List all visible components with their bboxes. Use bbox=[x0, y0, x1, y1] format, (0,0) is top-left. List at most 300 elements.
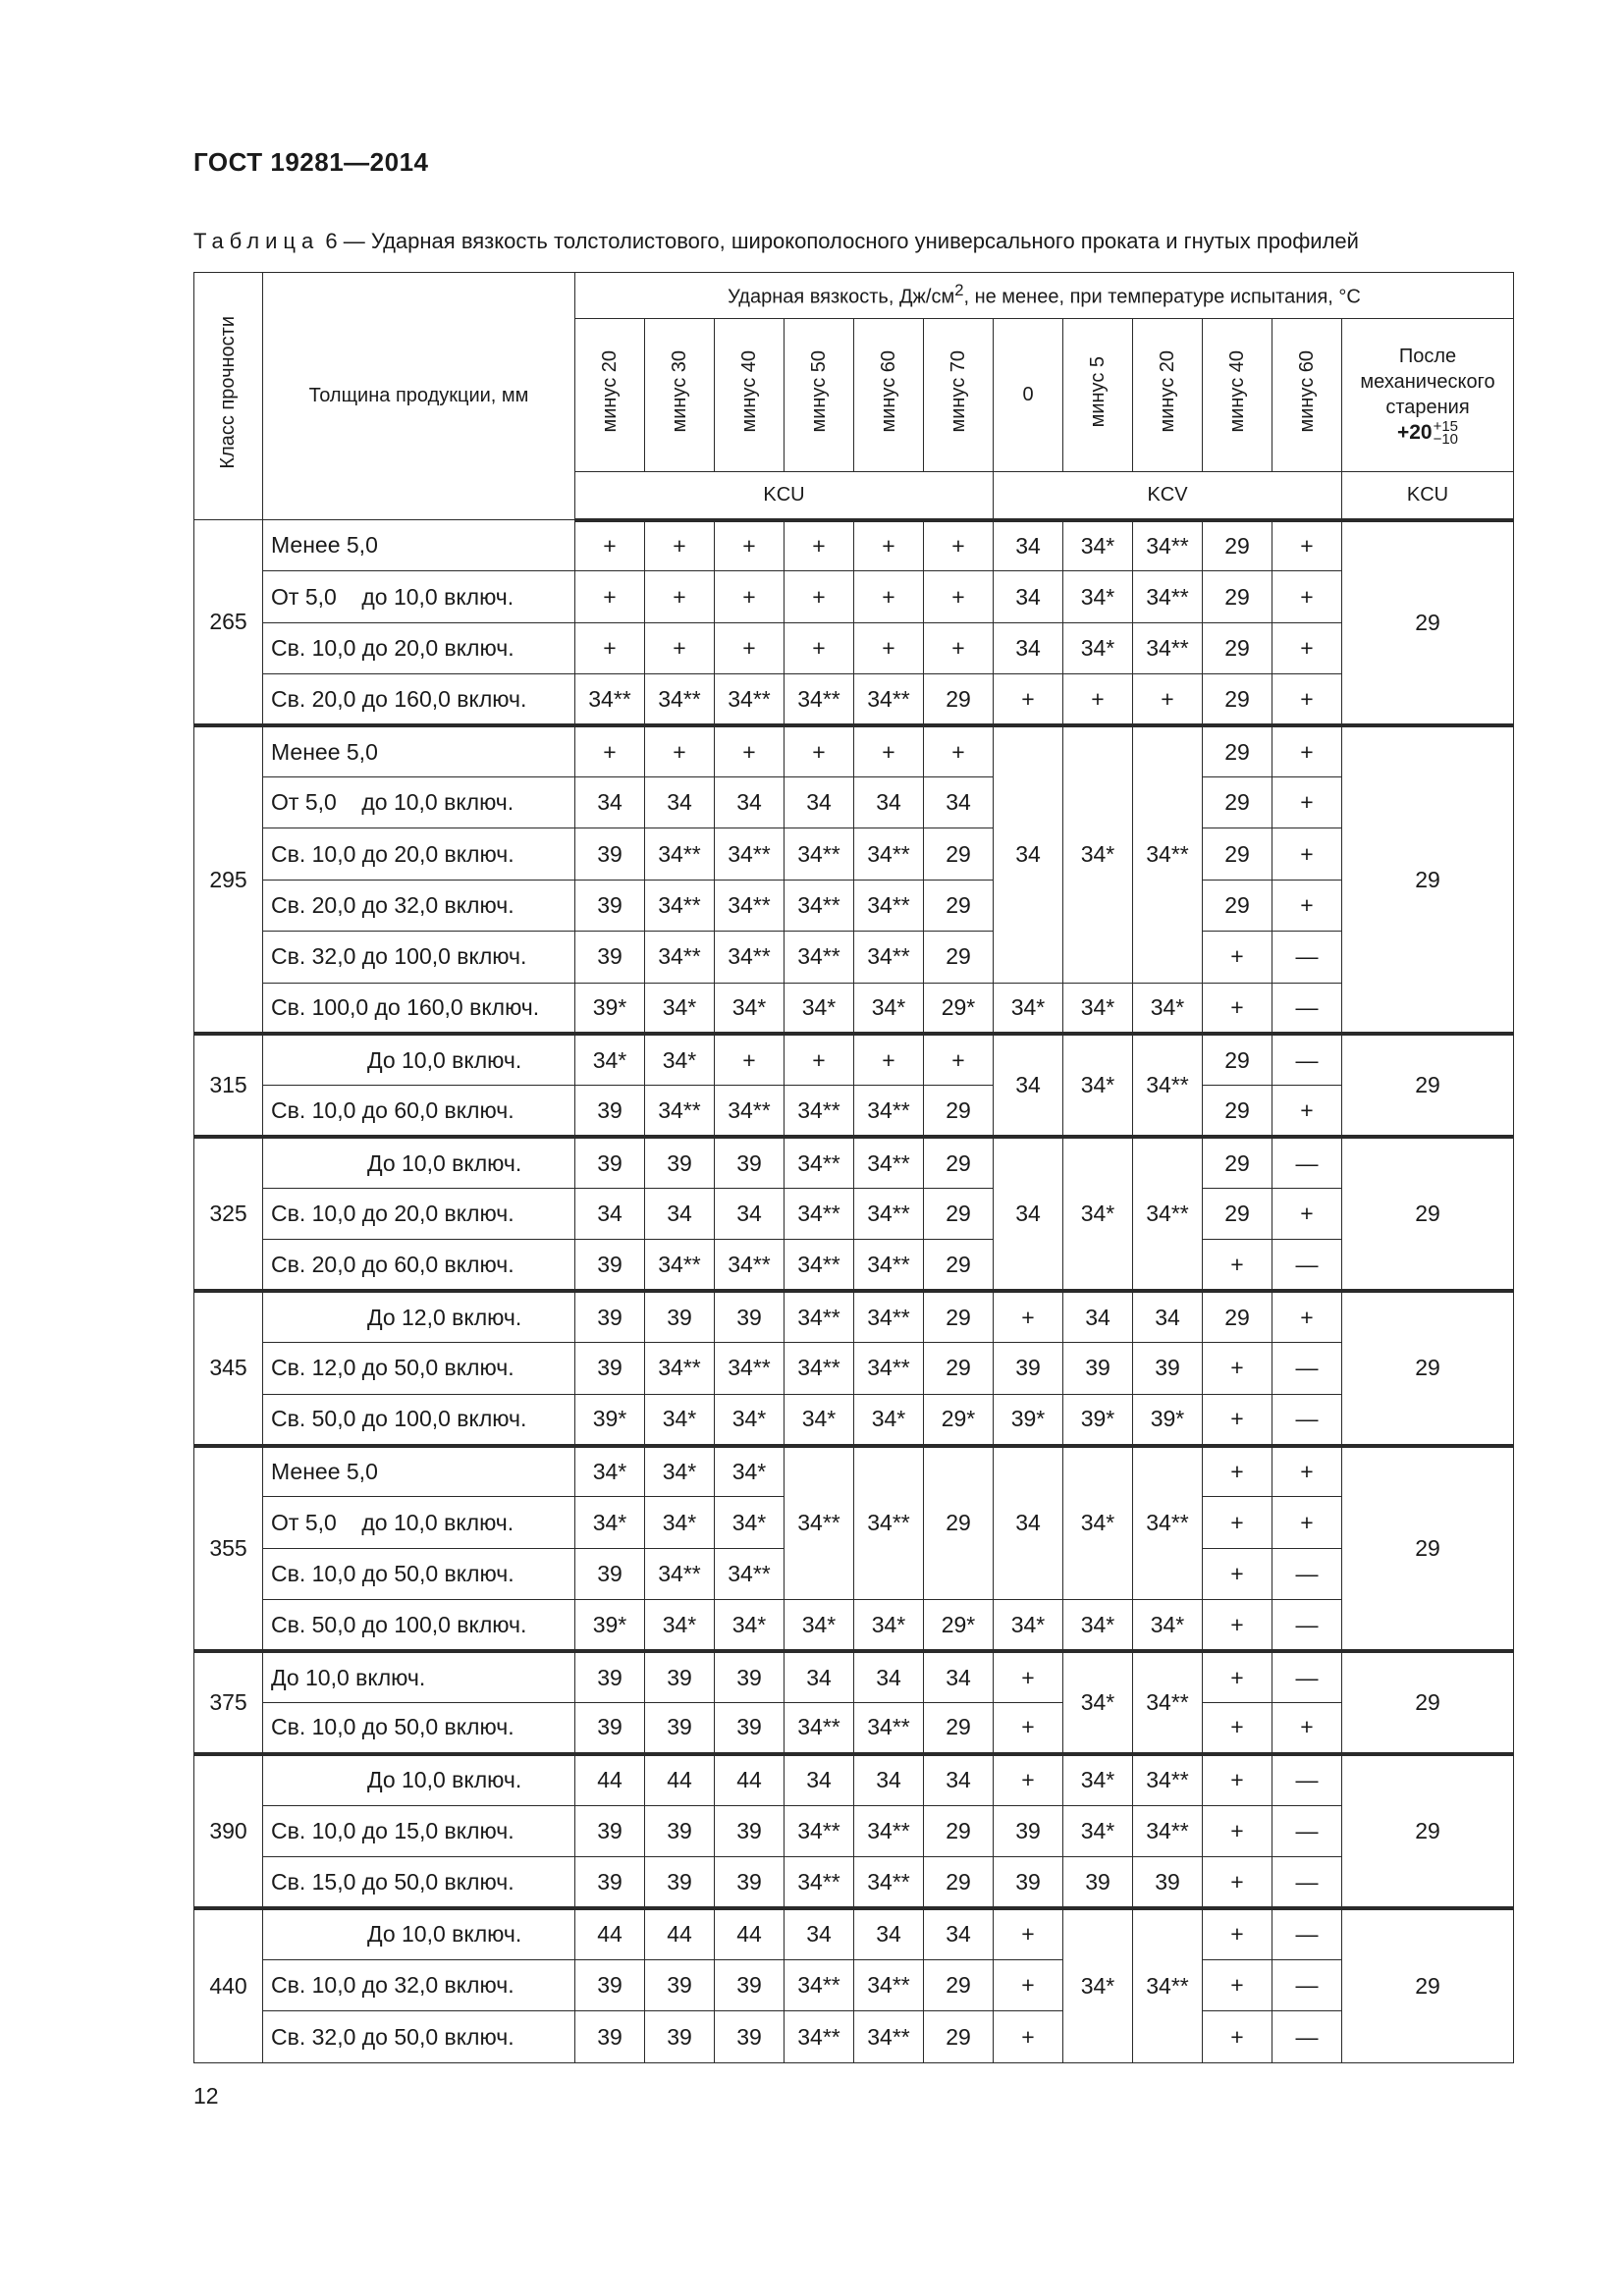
value-cell: 34* bbox=[1063, 520, 1133, 571]
value-cell: 34** bbox=[854, 1189, 924, 1240]
value-cell: 34* bbox=[715, 1600, 785, 1651]
thickness-cell: Св. 10,0 до 32,0 включ. bbox=[263, 1959, 575, 2010]
temp-label: минус 40 bbox=[1225, 350, 1248, 433]
table-row bbox=[194, 725, 1514, 776]
table-row bbox=[194, 1908, 1514, 1959]
value-cell: 39* bbox=[575, 1394, 645, 1445]
value-cell: 34* bbox=[645, 1497, 715, 1548]
aging-temp-base: +20 bbox=[1396, 421, 1433, 445]
value-cell: 34* bbox=[575, 1446, 645, 1497]
value-cell: 39 bbox=[575, 1959, 645, 2010]
table-caption bbox=[193, 229, 1359, 254]
value-cell: 34** bbox=[854, 1086, 924, 1137]
table-row bbox=[194, 1754, 1514, 1805]
value-cell: 34 bbox=[924, 1651, 994, 1702]
value-cell: 34** bbox=[785, 1137, 854, 1188]
thickness-cell: Св. 10,0 до 50,0 включ. bbox=[263, 1548, 575, 1599]
value-cell: 29 bbox=[1203, 520, 1272, 571]
value-cell: + bbox=[1203, 1394, 1272, 1445]
value-cell: 39 bbox=[645, 1857, 715, 1908]
impact-header-sup: 2 bbox=[954, 281, 964, 300]
merged-kcv-cell: 34* bbox=[1063, 1651, 1133, 1754]
value-cell: 29 bbox=[1203, 1291, 1272, 1342]
value-cell: + bbox=[994, 1754, 1063, 1805]
value-cell: 34* bbox=[645, 1034, 715, 1085]
aging-value-cell: 29 bbox=[1342, 1754, 1514, 1908]
value-cell: 34** bbox=[645, 1240, 715, 1291]
value-cell: 34** bbox=[854, 1857, 924, 1908]
class-cell: 390 bbox=[194, 1754, 263, 1908]
value-cell: 39 bbox=[715, 1959, 785, 2010]
value-cell: 39* bbox=[575, 1600, 645, 1651]
thickness-cell: До 10,0 включ. bbox=[263, 1651, 575, 1702]
table-row bbox=[194, 828, 1514, 880]
value-cell: 29 bbox=[924, 1240, 994, 1291]
thickness-cell: Св. 15,0 до 50,0 включ. bbox=[263, 1857, 575, 1908]
value-cell: 34** bbox=[854, 828, 924, 880]
class-header bbox=[194, 273, 263, 520]
value-cell: — bbox=[1272, 1394, 1342, 1445]
value-cell: + bbox=[1272, 1086, 1342, 1137]
value-cell: + bbox=[924, 622, 994, 673]
value-cell: 34** bbox=[715, 828, 785, 880]
thickness-cell: Св. 10,0 до 20,0 включ. bbox=[263, 828, 575, 880]
value-cell: 34* bbox=[645, 983, 715, 1034]
value-cell: 34 bbox=[645, 1189, 715, 1240]
value-cell: 34** bbox=[645, 932, 715, 983]
table-row bbox=[194, 1137, 1514, 1188]
value-cell: 29 bbox=[1203, 1137, 1272, 1188]
value-cell: + bbox=[994, 1908, 1063, 1959]
value-cell: + bbox=[1272, 880, 1342, 931]
test-type-kcv: KCV bbox=[994, 472, 1342, 520]
value-cell: 39 bbox=[715, 2011, 785, 2062]
value-cell: + bbox=[1203, 1857, 1272, 1908]
thickness-cell: Св. 20,0 до 32,0 включ. bbox=[263, 880, 575, 931]
value-cell: + bbox=[1203, 1805, 1272, 1856]
value-cell: + bbox=[994, 1959, 1063, 2010]
thickness-cell: До 10,0 включ. bbox=[263, 1034, 575, 1085]
thickness-cell: Св. 100,0 до 160,0 включ. bbox=[263, 983, 575, 1034]
value-cell: + bbox=[1203, 932, 1272, 983]
value-cell: 29 bbox=[1203, 725, 1272, 776]
value-cell: 44 bbox=[575, 1754, 645, 1805]
value-cell: — bbox=[1272, 1240, 1342, 1291]
value-cell: 34* bbox=[1063, 1600, 1133, 1651]
table-row bbox=[194, 1805, 1514, 1856]
thickness-cell: Св. 10,0 до 20,0 включ. bbox=[263, 622, 575, 673]
table-row bbox=[194, 1600, 1514, 1651]
table-row bbox=[194, 1291, 1514, 1342]
aging-value-cell: 29 bbox=[1342, 1034, 1514, 1137]
value-cell: 39* bbox=[1063, 1394, 1133, 1445]
table-row bbox=[194, 1857, 1514, 1908]
aging-value-cell: 29 bbox=[1342, 725, 1514, 1034]
value-cell: + bbox=[1133, 674, 1203, 725]
value-cell: 34** bbox=[645, 880, 715, 931]
value-cell: 44 bbox=[645, 1754, 715, 1805]
value-cell: 34* bbox=[645, 1446, 715, 1497]
value-cell: 39 bbox=[645, 2011, 715, 2062]
value-cell: 34 bbox=[575, 776, 645, 828]
value-cell: + bbox=[1203, 1240, 1272, 1291]
temp-label: минус 20 bbox=[1156, 350, 1178, 433]
aging-tolerance-lower: −10 bbox=[1433, 430, 1459, 448]
value-cell: 34* bbox=[575, 1497, 645, 1548]
table-row bbox=[194, 1446, 1514, 1497]
value-cell: + bbox=[924, 520, 994, 571]
value-cell: + bbox=[645, 622, 715, 673]
value-cell: 34** bbox=[645, 1343, 715, 1394]
value-cell: + bbox=[1203, 1548, 1272, 1599]
value-cell: + bbox=[1272, 1189, 1342, 1240]
table-row bbox=[194, 1702, 1514, 1753]
value-cell: 29 bbox=[1203, 571, 1272, 622]
value-cell: 34** bbox=[785, 1240, 854, 1291]
aging-value-cell: 29 bbox=[1342, 520, 1514, 726]
merged-value-cell: 34* bbox=[1063, 1446, 1133, 1600]
value-cell: + bbox=[1203, 1702, 1272, 1753]
value-cell: 34** bbox=[785, 1805, 854, 1856]
value-cell: 39 bbox=[1063, 1343, 1133, 1394]
value-cell: 34** bbox=[854, 1805, 924, 1856]
value-cell: 34** bbox=[575, 674, 645, 725]
value-cell: 39 bbox=[715, 1651, 785, 1702]
class-cell: 315 bbox=[194, 1034, 263, 1137]
value-cell: + bbox=[854, 571, 924, 622]
thickness-cell: Менее 5,0 bbox=[263, 520, 575, 571]
value-cell: 39 bbox=[575, 1805, 645, 1856]
value-cell: 34* bbox=[854, 1600, 924, 1651]
value-cell: 34 bbox=[645, 776, 715, 828]
value-cell: 34* bbox=[785, 1394, 854, 1445]
value-cell: 34 bbox=[715, 776, 785, 828]
thickness-cell: Св. 10,0 до 20,0 включ. bbox=[263, 1189, 575, 1240]
value-cell: 39 bbox=[575, 828, 645, 880]
thickness-cell: До 10,0 включ. bbox=[263, 1754, 575, 1805]
merged-kcv-cell: 34 bbox=[994, 1137, 1063, 1291]
value-cell: 34** bbox=[854, 880, 924, 931]
value-cell: 34* bbox=[854, 983, 924, 1034]
value-cell: 39 bbox=[645, 1805, 715, 1856]
value-cell: 34** bbox=[854, 1137, 924, 1188]
merged-kcv-cell: 34** bbox=[1133, 725, 1203, 983]
test-type-kcu: KCU bbox=[575, 472, 994, 520]
thickness-cell: Менее 5,0 bbox=[263, 1446, 575, 1497]
class-cell: 345 bbox=[194, 1291, 263, 1445]
value-cell: 34** bbox=[1133, 1805, 1203, 1856]
value-cell: 34* bbox=[785, 1600, 854, 1651]
value-cell: 34** bbox=[1133, 1754, 1203, 1805]
value-cell: + bbox=[1272, 1446, 1342, 1497]
value-cell: — bbox=[1272, 932, 1342, 983]
aging-value-cell: 29 bbox=[1342, 1137, 1514, 1291]
class-cell: 325 bbox=[194, 1137, 263, 1291]
value-cell: 34** bbox=[854, 1702, 924, 1753]
value-cell: — bbox=[1272, 1137, 1342, 1188]
value-cell: 34* bbox=[994, 983, 1063, 1034]
value-cell: 34* bbox=[854, 1394, 924, 1445]
document-title: ГОСТ 19281—2014 bbox=[193, 147, 429, 177]
value-cell: — bbox=[1272, 983, 1342, 1034]
value-cell: 34* bbox=[1063, 983, 1133, 1034]
merged-value-cell: 34** bbox=[785, 1446, 854, 1600]
value-cell: 34** bbox=[785, 1702, 854, 1753]
value-cell: 29 bbox=[1203, 1034, 1272, 1085]
temp-label: минус 20 bbox=[598, 350, 621, 433]
value-cell: 34** bbox=[1133, 520, 1203, 571]
value-cell: 34 bbox=[854, 1754, 924, 1805]
value-cell: 39 bbox=[994, 1805, 1063, 1856]
aging-value-cell: 29 bbox=[1342, 1291, 1514, 1445]
temp-label: минус 50 bbox=[807, 350, 830, 433]
value-cell: 39* bbox=[994, 1394, 1063, 1445]
value-cell: 29 bbox=[1203, 622, 1272, 673]
thickness-cell: Св. 20,0 до 160,0 включ. bbox=[263, 674, 575, 725]
aging-value-cell: 29 bbox=[1342, 1446, 1514, 1652]
value-cell: — bbox=[1272, 1754, 1342, 1805]
value-cell: 39 bbox=[575, 1086, 645, 1137]
temp-header bbox=[1203, 319, 1272, 472]
value-cell: + bbox=[1203, 2011, 1272, 2062]
value-cell: 34** bbox=[645, 1086, 715, 1137]
value-cell: 34* bbox=[715, 1394, 785, 1445]
value-cell: 34** bbox=[785, 828, 854, 880]
table-row bbox=[194, 1343, 1514, 1394]
value-cell: 34 bbox=[785, 1651, 854, 1702]
value-cell: — bbox=[1272, 1805, 1342, 1856]
thickness-cell: От 5,0 до 10,0 включ. bbox=[263, 571, 575, 622]
value-cell: 34* bbox=[645, 1600, 715, 1651]
value-cell: 39 bbox=[715, 1857, 785, 1908]
value-cell: + bbox=[854, 622, 924, 673]
value-cell: 34 bbox=[785, 1908, 854, 1959]
test-type-aging-kcu: KCU bbox=[1342, 472, 1514, 520]
value-cell: 34 bbox=[1133, 1291, 1203, 1342]
merged-kcv-cell: 34 bbox=[994, 725, 1063, 983]
value-cell: + bbox=[1063, 674, 1133, 725]
value-cell: 34* bbox=[715, 983, 785, 1034]
merged-value-cell: 34** bbox=[854, 1446, 924, 1600]
class-cell: 355 bbox=[194, 1446, 263, 1652]
value-cell: 34** bbox=[854, 674, 924, 725]
value-cell: + bbox=[1203, 1600, 1272, 1651]
thickness-cell: Св. 32,0 до 50,0 включ. bbox=[263, 2011, 575, 2062]
merged-kcv-cell: 34* bbox=[1063, 1034, 1133, 1137]
value-cell: — bbox=[1272, 2011, 1342, 2062]
value-cell: + bbox=[575, 520, 645, 571]
value-cell: 29 bbox=[1203, 1086, 1272, 1137]
impact-header-label: Ударная вязкость, Дж/см bbox=[728, 286, 955, 308]
value-cell: 34 bbox=[854, 776, 924, 828]
value-cell: 39 bbox=[575, 1651, 645, 1702]
value-cell: + bbox=[1203, 1754, 1272, 1805]
merged-kcv-cell: 34** bbox=[1133, 1034, 1203, 1137]
temp-header bbox=[1063, 319, 1133, 472]
value-cell: 39 bbox=[645, 1651, 715, 1702]
value-cell: 39 bbox=[575, 1548, 645, 1599]
value-cell: 39 bbox=[994, 1343, 1063, 1394]
value-cell: 29 bbox=[1203, 828, 1272, 880]
value-cell: 34** bbox=[785, 1343, 854, 1394]
value-cell: 34* bbox=[645, 1394, 715, 1445]
value-cell: 34 bbox=[924, 1908, 994, 1959]
value-cell: 34** bbox=[715, 1240, 785, 1291]
thickness-cell: До 10,0 включ. bbox=[263, 1908, 575, 1959]
value-cell: 29 bbox=[924, 1137, 994, 1188]
value-cell: + bbox=[1272, 571, 1342, 622]
table-row bbox=[194, 776, 1514, 828]
aging-tolerance bbox=[1433, 417, 1459, 448]
merged-kcv-cell: 34** bbox=[1133, 1651, 1203, 1754]
merged-kcv-cell: 34** bbox=[1133, 1908, 1203, 2062]
table-row bbox=[194, 932, 1514, 983]
value-cell: — bbox=[1272, 1651, 1342, 1702]
thickness-cell: Св. 12,0 до 50,0 включ. bbox=[263, 1343, 575, 1394]
table-row bbox=[194, 571, 1514, 622]
value-cell: 29 bbox=[924, 828, 994, 880]
value-cell: + bbox=[994, 2011, 1063, 2062]
value-cell: + bbox=[1203, 983, 1272, 1034]
value-cell: 34 bbox=[575, 1189, 645, 1240]
value-cell: + bbox=[1203, 1651, 1272, 1702]
value-cell: 39 bbox=[575, 1240, 645, 1291]
thickness-cell: Св. 50,0 до 100,0 включ. bbox=[263, 1600, 575, 1651]
value-cell: 34* bbox=[715, 1497, 785, 1548]
value-cell: 34* bbox=[1133, 983, 1203, 1034]
value-cell: 29 bbox=[924, 880, 994, 931]
value-cell: 34 bbox=[854, 1908, 924, 1959]
value-cell: + bbox=[715, 1034, 785, 1085]
value-cell: + bbox=[1272, 520, 1342, 571]
class-cell: 440 bbox=[194, 1908, 263, 2062]
value-cell: 29* bbox=[924, 1600, 994, 1651]
value-cell: 39 bbox=[715, 1805, 785, 1856]
value-cell: 34** bbox=[715, 1343, 785, 1394]
value-cell: + bbox=[575, 571, 645, 622]
table-row bbox=[194, 1086, 1514, 1137]
value-cell: 34** bbox=[854, 1343, 924, 1394]
thickness-cell: До 12,0 включ. bbox=[263, 1291, 575, 1342]
merged-kcv-cell: 34* bbox=[1063, 1137, 1133, 1291]
caption-prefix: Таблица bbox=[193, 229, 320, 253]
temp-header bbox=[645, 319, 715, 472]
value-cell: + bbox=[645, 571, 715, 622]
value-cell: 34* bbox=[1063, 1805, 1133, 1856]
value-cell: + bbox=[994, 674, 1063, 725]
merged-value-cell: 34 bbox=[994, 1446, 1063, 1600]
thickness-cell: От 5,0 до 10,0 включ. bbox=[263, 776, 575, 828]
value-cell: + bbox=[994, 1651, 1063, 1702]
value-cell: + bbox=[785, 571, 854, 622]
value-cell: + bbox=[1203, 1908, 1272, 1959]
value-cell: 29 bbox=[924, 1189, 994, 1240]
value-cell: 39 bbox=[645, 1137, 715, 1188]
value-cell: 29 bbox=[924, 1959, 994, 2010]
value-cell: + bbox=[994, 1291, 1063, 1342]
value-cell: 29 bbox=[924, 2011, 994, 2062]
temp-label: минус 30 bbox=[668, 350, 690, 433]
value-cell: 34** bbox=[785, 932, 854, 983]
aging-header bbox=[1342, 319, 1514, 472]
value-cell: + bbox=[1272, 776, 1342, 828]
table-row bbox=[194, 1394, 1514, 1445]
value-cell: 34** bbox=[1133, 571, 1203, 622]
thickness-cell: Св. 10,0 до 60,0 включ. bbox=[263, 1086, 575, 1137]
value-cell: + bbox=[854, 1034, 924, 1085]
thickness-cell: Св. 20,0 до 60,0 включ. bbox=[263, 1240, 575, 1291]
value-cell: + bbox=[785, 520, 854, 571]
value-cell: 44 bbox=[715, 1908, 785, 1959]
merged-kcv-cell: 34* bbox=[1063, 1908, 1133, 2062]
value-cell: 34** bbox=[785, 1291, 854, 1342]
value-cell: 39 bbox=[1063, 1857, 1133, 1908]
value-cell: 39 bbox=[575, 1291, 645, 1342]
aging-value-cell: 29 bbox=[1342, 1908, 1514, 2062]
table-row bbox=[194, 1189, 1514, 1240]
value-cell: 29 bbox=[1203, 674, 1272, 725]
value-cell: 39 bbox=[715, 1137, 785, 1188]
class-cell: 295 bbox=[194, 725, 263, 1034]
temp-label: минус 5 bbox=[1086, 355, 1109, 428]
value-cell: + bbox=[1272, 622, 1342, 673]
value-cell: 39 bbox=[575, 880, 645, 931]
merged-value-cell: 34** bbox=[1133, 1446, 1203, 1600]
value-cell: 34* bbox=[785, 983, 854, 1034]
value-cell: + bbox=[924, 571, 994, 622]
value-cell: + bbox=[924, 1034, 994, 1085]
merged-kcv-cell: 34 bbox=[994, 1034, 1063, 1137]
thickness-header: Толщина продукции, мм bbox=[263, 273, 575, 520]
value-cell: 34* bbox=[1063, 622, 1133, 673]
value-cell: 34 bbox=[715, 1189, 785, 1240]
temp-header bbox=[924, 319, 994, 472]
value-cell: 34** bbox=[785, 1086, 854, 1137]
merged-kcv-cell: 34** bbox=[1133, 1137, 1203, 1291]
value-cell: + bbox=[1272, 1702, 1342, 1753]
table-row bbox=[194, 2011, 1514, 2062]
impact-strength-table bbox=[193, 272, 1514, 2063]
value-cell: 34** bbox=[785, 674, 854, 725]
thickness-cell: Св. 10,0 до 50,0 включ. bbox=[263, 1702, 575, 1753]
table-row bbox=[194, 1034, 1514, 1085]
value-cell: 39 bbox=[1133, 1343, 1203, 1394]
value-cell: + bbox=[1203, 1446, 1272, 1497]
impact-header-tail: , не менее, при температуре испытания, °С bbox=[963, 286, 1361, 308]
value-cell: 29* bbox=[924, 1394, 994, 1445]
value-cell: — bbox=[1272, 1548, 1342, 1599]
temp-label: минус 60 bbox=[877, 350, 899, 433]
value-cell: 39 bbox=[1133, 1857, 1203, 1908]
value-cell: 39 bbox=[645, 1702, 715, 1753]
value-cell: 39 bbox=[645, 1959, 715, 2010]
temp-header bbox=[854, 319, 924, 472]
value-cell: — bbox=[1272, 1908, 1342, 1959]
value-cell: + bbox=[785, 622, 854, 673]
value-cell: + bbox=[1272, 674, 1342, 725]
table-row bbox=[194, 1651, 1514, 1702]
value-cell: — bbox=[1272, 1343, 1342, 1394]
value-cell: + bbox=[785, 1034, 854, 1085]
value-cell: + bbox=[1272, 725, 1342, 776]
temp-label: минус 40 bbox=[737, 350, 760, 433]
value-cell: 34** bbox=[785, 880, 854, 931]
value-cell: 29* bbox=[924, 983, 994, 1034]
aging-block bbox=[1342, 344, 1513, 446]
value-cell: 39 bbox=[575, 1137, 645, 1188]
value-cell: + bbox=[715, 725, 785, 776]
merged-value-cell: 29 bbox=[924, 1446, 994, 1600]
